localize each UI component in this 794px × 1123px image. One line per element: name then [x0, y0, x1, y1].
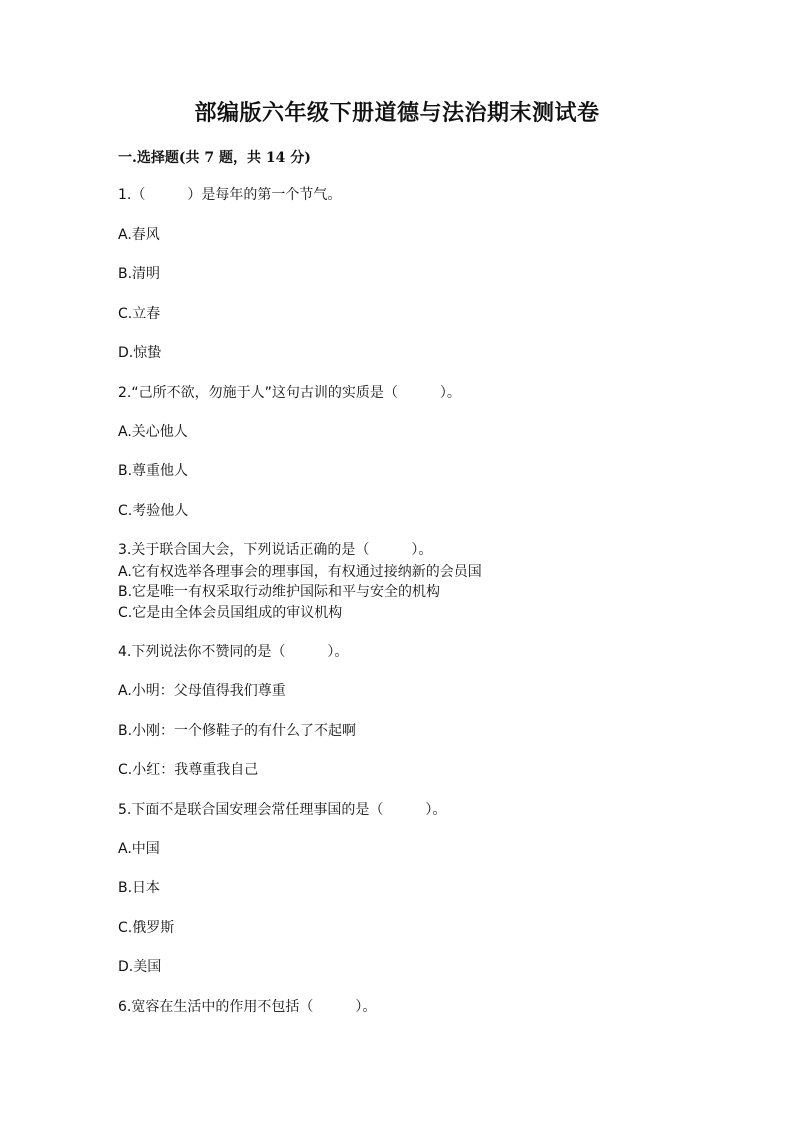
question-1-option-b: B.清明	[118, 266, 161, 282]
question-3-option-c: C.它是由全体会员国组成的审议机构	[118, 605, 343, 621]
question-1-option-d: D.惊蛰	[118, 345, 162, 361]
question-2-option-a: A.关心他人	[118, 424, 188, 440]
question-6-stem: 6.宽容在生活中的作用不包括（ ）。	[118, 999, 377, 1015]
question-3-option-a: A.它有权选举各理事会的理事国，有权通过接纳新的会员国	[118, 564, 482, 580]
question-5-option-c: C.俄罗斯	[118, 920, 175, 936]
question-1-option-c: C.立春	[118, 306, 161, 322]
question-3-option-b: B.它是唯一有权采取行动维护国际和平与安全的机构	[118, 584, 441, 600]
question-2-option-c: C.考验他人	[118, 503, 189, 519]
question-4-option-a: A.小明：父母值得我们尊重	[118, 683, 286, 699]
section-heading: 一.选择题(共 7 题，共 14 分)	[118, 150, 311, 166]
question-5-option-d: D.美国	[118, 959, 162, 975]
question-2-option-b: B.尊重他人	[118, 463, 189, 479]
question-4-stem: 4.下列说法你不赞同的是（ ）。	[118, 644, 349, 660]
question-5-option-a: A.中国	[118, 841, 160, 857]
question-3-stem: 3.关于联合国大会，下列说话正确的是（ ）。	[118, 542, 433, 558]
question-4-option-b: B.小刚：一个修鞋子的有什么了不起啊	[118, 723, 357, 739]
question-4-option-c: C.小红：我尊重我自己	[118, 762, 259, 778]
question-2-stem: 2.“己所不欲，勿施于人”这句古训的实质是（ ）。	[118, 385, 461, 401]
question-1-stem: 1.（ ）是每年的第一个节气。	[118, 187, 342, 203]
question-5-option-b: B.日本	[118, 880, 161, 896]
question-1-option-a: A.春风	[118, 227, 160, 243]
question-5-stem: 5.下面不是联合国安理会常任理事国的是（ ）。	[118, 802, 447, 818]
page-title: 部编版六年级下册道德与法治期末测试卷	[194, 100, 600, 126]
